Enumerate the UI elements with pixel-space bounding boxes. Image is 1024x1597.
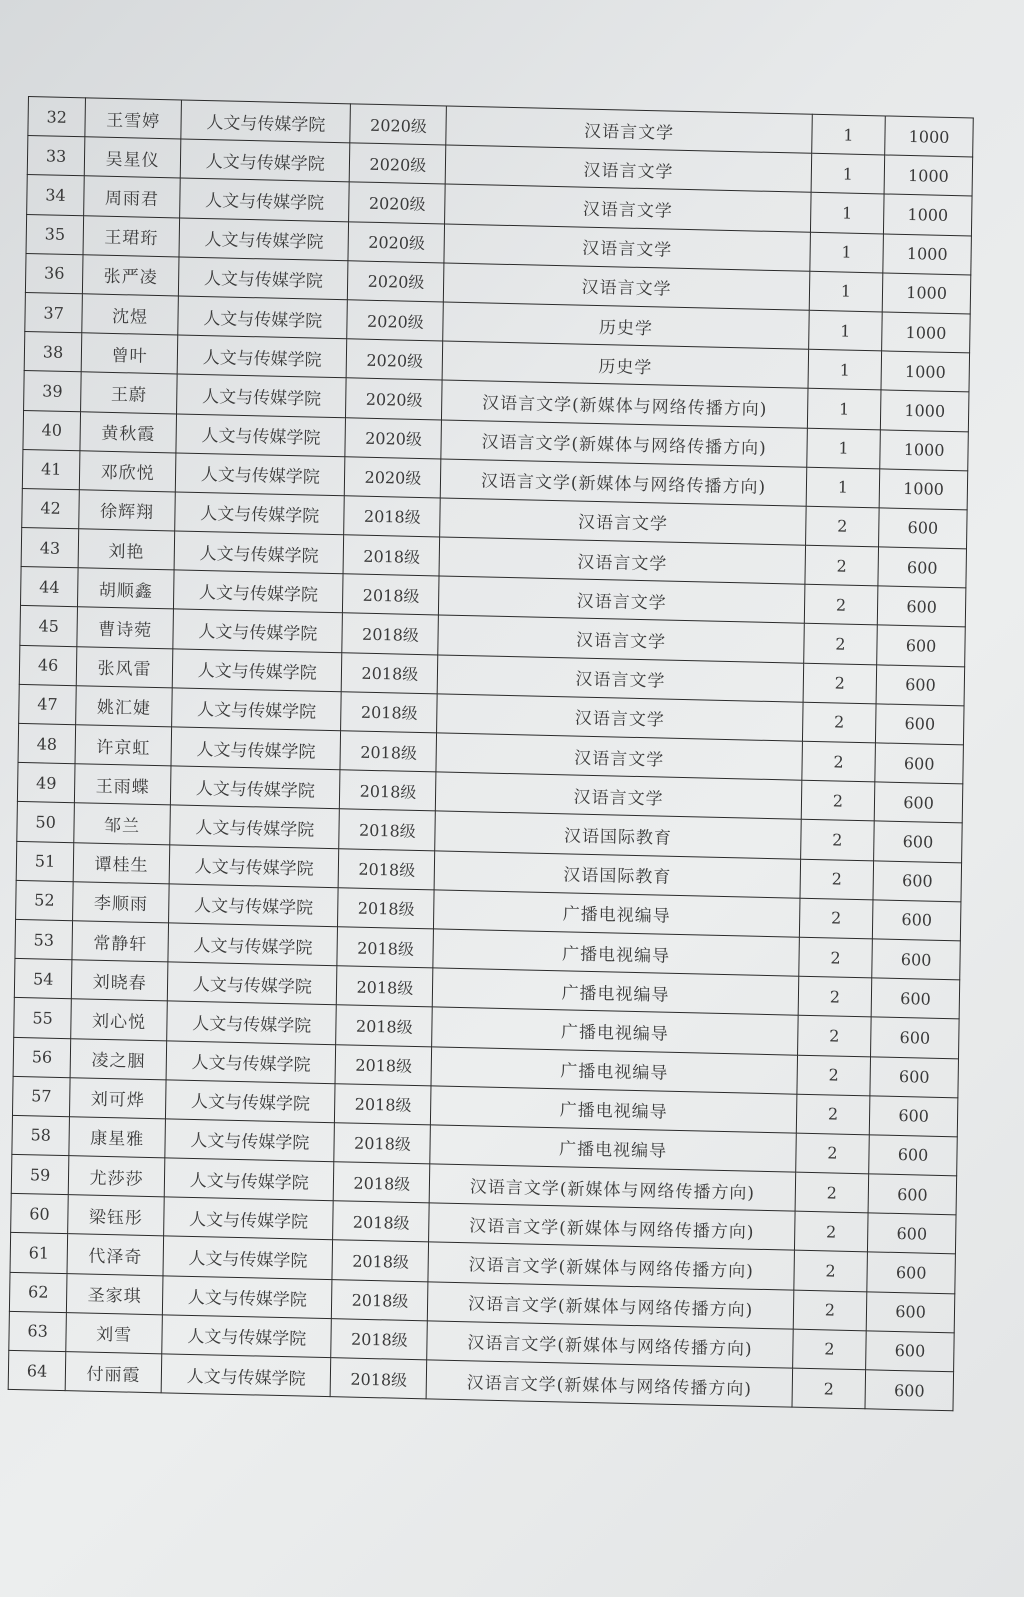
major-name-cell: 汉语言文学	[444, 224, 810, 271]
award-count-cell: 2	[795, 1133, 869, 1174]
award-amount-cell: 600	[869, 1096, 957, 1137]
major-name-cell: 汉语言文学(新媒体与网络传播方向)	[429, 1203, 795, 1250]
grade-year-cell: 2018级	[339, 809, 436, 850]
student-name-cell: 张严凌	[83, 255, 180, 296]
college-name-cell: 人文与传媒学院	[178, 296, 348, 339]
award-amount-cell: 1000	[884, 155, 972, 196]
student-name-cell: 徐辉翔	[79, 490, 176, 531]
grade-year-cell: 2018级	[335, 1083, 432, 1124]
award-count-cell: 1	[807, 389, 881, 430]
college-name-cell: 人文与传媒学院	[177, 335, 347, 378]
grade-year-cell: 2020级	[345, 417, 442, 458]
college-name-cell: 人文与传媒学院	[163, 1236, 333, 1279]
student-name-cell: 沈煜	[82, 294, 179, 335]
major-name-cell: 汉语言文学	[437, 694, 803, 741]
award-count-cell: 2	[797, 1055, 871, 1096]
grade-year-cell: 2020级	[345, 456, 442, 497]
student-name-cell: 尤莎莎	[68, 1156, 165, 1197]
award-amount-cell: 600	[868, 1174, 956, 1215]
grade-year-cell: 2018级	[337, 966, 434, 1007]
major-name-cell: 汉语言文学	[436, 772, 802, 819]
award-amount-cell: 1000	[884, 194, 972, 235]
major-name-cell: 广播电视编导	[433, 968, 799, 1015]
major-name-cell: 广播电视编导	[431, 1046, 797, 1093]
major-name-cell: 汉语言文学(新媒体与网络传播方向)	[428, 1242, 794, 1289]
grade-year-cell: 2020级	[350, 143, 447, 184]
award-amount-cell: 600	[873, 900, 961, 941]
major-name-cell: 汉语言文学	[440, 498, 806, 545]
major-name-cell: 汉语言文学	[444, 263, 810, 310]
award-count-cell: 1	[808, 349, 882, 390]
row-number-cell: 40	[23, 410, 81, 450]
row-number-cell: 33	[27, 136, 85, 176]
student-name-cell: 李顺雨	[73, 881, 170, 922]
student-name-cell: 王珺珩	[83, 215, 180, 256]
award-amount-cell: 600	[865, 1370, 953, 1411]
award-amount-cell: 600	[866, 1291, 954, 1332]
row-number-cell: 61	[10, 1233, 68, 1273]
award-amount-cell: 600	[878, 547, 966, 588]
college-name-cell: 人文与传媒学院	[164, 1197, 334, 1240]
grade-year-cell: 2018级	[332, 1240, 429, 1281]
major-name-cell: 历史学	[442, 341, 808, 388]
student-name-cell: 凌之胭	[70, 1038, 167, 1079]
grade-year-cell: 2018级	[334, 1162, 431, 1203]
college-name-cell: 人文与传媒学院	[162, 1315, 332, 1358]
major-name-cell: 广播电视编导	[434, 890, 800, 937]
row-number-cell: 39	[24, 371, 82, 411]
scholarship-roster-table	[8, 96, 974, 1411]
grade-year-cell: 2018级	[334, 1123, 431, 1164]
row-number-cell: 37	[25, 292, 83, 332]
major-name-cell: 汉语言文学	[446, 145, 812, 192]
college-name-cell: 人文与传媒学院	[166, 1080, 336, 1123]
award-amount-cell: 1000	[883, 234, 971, 275]
student-name-cell: 胡顺鑫	[78, 568, 175, 609]
major-name-cell: 汉语言文学(新媒体与网络传播方向)	[427, 1321, 793, 1368]
row-number-cell: 62	[9, 1272, 67, 1312]
award-count-cell: 1	[810, 232, 884, 273]
major-name-cell: 汉语言文学	[439, 537, 805, 584]
grade-year-cell: 2018级	[337, 927, 434, 968]
major-name-cell: 汉语国际教育	[435, 811, 801, 858]
award-count-cell: 2	[802, 741, 876, 782]
row-number-cell: 54	[14, 959, 72, 999]
award-amount-cell: 1000	[881, 351, 969, 392]
major-name-cell: 汉语国际教育	[434, 850, 800, 897]
college-name-cell: 人文与传媒学院	[173, 609, 343, 652]
student-name-cell: 梁钰彤	[68, 1195, 165, 1236]
student-name-cell: 刘可烨	[70, 1077, 167, 1118]
row-number-cell: 63	[9, 1311, 67, 1351]
award-count-cell: 2	[800, 820, 874, 861]
grade-year-cell: 2020级	[347, 300, 444, 341]
award-amount-cell: 600	[867, 1252, 955, 1293]
college-name-cell: 人文与传媒学院	[172, 649, 342, 692]
award-count-cell: 2	[794, 1251, 868, 1292]
college-name-cell: 人文与传媒学院	[164, 1158, 334, 1201]
college-name-cell: 人文与传媒学院	[175, 492, 345, 535]
student-name-cell: 谭桂生	[73, 842, 170, 883]
major-name-cell: 汉语言文学(新媒体与网络传播方向)	[441, 419, 807, 466]
row-number-cell: 58	[12, 1115, 70, 1155]
major-name-cell: 广播电视编导	[431, 1086, 797, 1133]
row-number-cell: 41	[22, 449, 80, 489]
award-amount-cell: 600	[873, 860, 961, 901]
student-name-cell: 刘心悦	[71, 999, 168, 1040]
award-count-cell: 1	[810, 193, 884, 234]
grade-year-cell: 2018级	[331, 1358, 428, 1399]
grade-year-cell: 2020级	[347, 339, 444, 380]
award-count-cell: 2	[805, 545, 879, 586]
college-name-cell: 人文与传媒学院	[167, 962, 337, 1005]
award-amount-cell: 600	[872, 939, 960, 980]
award-count-cell: 1	[811, 153, 885, 194]
college-name-cell: 人文与传媒学院	[171, 727, 341, 770]
row-number-cell: 53	[15, 919, 73, 959]
row-number-cell: 38	[24, 332, 82, 372]
row-number-cell: 59	[11, 1154, 69, 1194]
major-name-cell: 汉语言文学(新媒体与网络传播方向)	[441, 459, 807, 506]
award-count-cell: 2	[799, 898, 873, 939]
college-name-cell: 人文与传媒学院	[178, 257, 348, 300]
student-name-cell: 王蔚	[81, 372, 178, 413]
grade-year-cell: 2018级	[332, 1279, 429, 1320]
award-count-cell: 2	[798, 937, 872, 978]
award-amount-cell: 600	[871, 978, 959, 1019]
award-count-cell: 2	[800, 859, 874, 900]
award-amount-cell: 600	[879, 508, 967, 549]
award-count-cell: 1	[811, 114, 885, 155]
award-amount-cell: 600	[874, 821, 962, 862]
student-name-cell: 邹兰	[74, 803, 171, 844]
award-amount-cell: 1000	[882, 273, 970, 314]
grade-year-cell: 2018级	[342, 613, 439, 654]
award-count-cell: 2	[798, 976, 872, 1017]
student-name-cell: 邓欣悦	[79, 450, 176, 491]
grade-year-cell: 2020级	[349, 182, 446, 223]
award-amount-cell: 600	[877, 586, 965, 627]
college-name-cell: 人文与传媒学院	[180, 178, 350, 221]
roster-body	[8, 97, 973, 1411]
major-name-cell: 历史学	[443, 302, 809, 349]
award-amount-cell: 600	[875, 743, 963, 784]
award-amount-cell: 1000	[882, 312, 970, 353]
major-name-cell: 汉语言文学(新媒体与网络传播方向)	[430, 1164, 796, 1211]
row-number-cell: 45	[20, 606, 78, 646]
student-name-cell: 黄秋霞	[80, 411, 177, 452]
student-name-cell: 刘雪	[66, 1312, 163, 1353]
award-count-cell: 2	[793, 1290, 867, 1331]
student-name-cell: 曾叶	[81, 333, 178, 374]
award-count-cell: 1	[806, 428, 880, 469]
award-amount-cell: 1000	[880, 429, 968, 470]
major-name-cell: 广播电视编导	[433, 929, 799, 976]
major-name-cell: 广播电视编导	[430, 1125, 796, 1172]
award-count-cell: 2	[795, 1172, 869, 1213]
major-name-cell: 汉语言文学(新媒体与网络传播方向)	[426, 1360, 792, 1407]
award-amount-cell: 600	[869, 1135, 957, 1176]
award-count-cell: 1	[808, 310, 882, 351]
student-name-cell: 刘晓春	[71, 960, 168, 1001]
student-name-cell: 张风雷	[76, 646, 173, 687]
grade-year-cell: 2018级	[341, 692, 438, 733]
grade-year-cell: 2018级	[333, 1201, 430, 1242]
grade-year-cell: 2020级	[348, 221, 445, 262]
student-name-cell: 曹诗菀	[77, 607, 174, 648]
row-number-cell: 49	[17, 763, 75, 803]
college-name-cell: 人文与传媒学院	[176, 413, 346, 456]
grade-year-cell: 2018级	[343, 574, 440, 615]
row-number-cell: 42	[22, 488, 80, 528]
award-count-cell: 2	[792, 1329, 866, 1370]
major-name-cell: 广播电视编导	[432, 1007, 798, 1054]
award-count-cell: 2	[794, 1211, 868, 1252]
row-number-cell: 64	[8, 1350, 66, 1390]
student-name-cell: 吴星仪	[84, 137, 181, 178]
award-count-cell: 2	[804, 584, 878, 625]
student-name-cell: 刘艳	[78, 529, 175, 570]
college-name-cell: 人文与传媒学院	[167, 1001, 337, 1044]
award-amount-cell: 600	[866, 1331, 954, 1372]
grade-year-cell: 2018级	[343, 535, 440, 576]
college-name-cell: 人文与传媒学院	[172, 688, 342, 731]
row-number-cell: 44	[20, 567, 78, 607]
student-name-cell: 王雪婷	[85, 98, 182, 139]
award-amount-cell: 600	[868, 1213, 956, 1254]
row-number-cell: 43	[21, 528, 79, 568]
major-name-cell: 汉语言文学(新媒体与网络传播方向)	[428, 1281, 794, 1328]
grade-year-cell: 2018级	[336, 1005, 433, 1046]
college-name-cell: 人文与传媒学院	[169, 844, 339, 887]
row-number-cell: 34	[27, 175, 85, 215]
major-name-cell: 汉语言文学(新媒体与网络传播方向)	[442, 380, 808, 427]
award-amount-cell: 600	[877, 625, 965, 666]
college-name-cell: 人文与传媒学院	[180, 139, 350, 182]
award-amount-cell: 600	[870, 1056, 958, 1097]
grade-year-cell: 2020级	[350, 104, 447, 145]
student-name-cell: 圣家琪	[67, 1273, 164, 1314]
major-name-cell: 汉语言文学	[438, 615, 804, 662]
award-count-cell: 2	[797, 1015, 871, 1056]
award-amount-cell: 1000	[881, 390, 969, 431]
college-name-cell: 人文与传媒学院	[174, 570, 344, 613]
roster-table-wrapper	[8, 96, 988, 1412]
grade-year-cell: 2020级	[346, 378, 443, 419]
award-amount-cell: 1000	[885, 116, 973, 157]
student-name-cell: 姚汇婕	[76, 686, 173, 727]
student-name-cell: 王雨蝶	[75, 764, 172, 805]
college-name-cell: 人文与传媒学院	[166, 1040, 336, 1083]
grade-year-cell: 2018级	[339, 848, 436, 889]
row-number-cell: 47	[19, 684, 77, 724]
college-name-cell: 人文与传媒学院	[169, 884, 339, 927]
row-number-cell: 60	[11, 1194, 69, 1234]
student-name-cell: 付丽霞	[65, 1352, 162, 1393]
award-count-cell: 2	[802, 702, 876, 743]
college-name-cell: 人文与传媒学院	[165, 1119, 335, 1162]
row-number-cell: 55	[14, 998, 72, 1038]
row-number-cell: 48	[18, 723, 76, 763]
row-number-cell: 52	[16, 880, 74, 920]
student-name-cell: 许京虹	[75, 725, 172, 766]
college-name-cell: 人文与传媒学院	[162, 1275, 332, 1318]
college-name-cell: 人文与传媒学院	[168, 923, 338, 966]
major-name-cell: 汉语言文学	[438, 655, 804, 702]
student-name-cell: 康星雅	[69, 1117, 166, 1158]
college-name-cell: 人文与传媒学院	[179, 218, 349, 261]
row-number-cell: 51	[16, 841, 74, 881]
major-name-cell: 汉语言文学	[439, 576, 805, 623]
row-number-cell: 57	[12, 1076, 70, 1116]
row-number-cell: 36	[25, 253, 83, 293]
row-number-cell: 46	[19, 645, 77, 685]
award-count-cell: 2	[805, 506, 879, 547]
major-name-cell: 汉语言文学	[445, 184, 811, 231]
award-count-cell: 1	[806, 467, 880, 508]
college-name-cell: 人文与传媒学院	[177, 374, 347, 417]
college-name-cell: 人文与传媒学院	[170, 766, 340, 809]
award-count-cell: 2	[792, 1368, 866, 1409]
award-amount-cell: 1000	[879, 469, 967, 510]
major-name-cell: 汉语言文学	[436, 733, 802, 780]
row-number-cell: 35	[26, 214, 84, 254]
award-amount-cell: 600	[871, 1017, 959, 1058]
grade-year-cell: 2020级	[348, 261, 445, 302]
award-amount-cell: 600	[876, 704, 964, 745]
major-name-cell: 汉语言文学	[446, 106, 812, 153]
award-count-cell: 2	[801, 780, 875, 821]
row-number-cell: 56	[13, 1037, 71, 1077]
college-name-cell: 人文与传媒学院	[170, 805, 340, 848]
student-name-cell: 常静轩	[72, 921, 169, 962]
grade-year-cell: 2018级	[340, 731, 437, 772]
student-name-cell: 代泽奇	[67, 1234, 164, 1275]
award-count-cell: 1	[809, 271, 883, 312]
student-name-cell: 周雨君	[84, 176, 181, 217]
grade-year-cell: 2018级	[335, 1044, 432, 1085]
award-amount-cell: 600	[874, 782, 962, 823]
award-count-cell: 2	[803, 663, 877, 704]
grade-year-cell: 2018级	[340, 770, 437, 811]
award-count-cell: 2	[803, 624, 877, 665]
grade-year-cell: 2018级	[331, 1318, 428, 1359]
award-count-cell: 2	[796, 1094, 870, 1135]
college-name-cell: 人文与传媒学院	[181, 100, 351, 143]
row-number-cell: 32	[28, 97, 86, 137]
row-number-cell: 50	[17, 802, 75, 842]
award-amount-cell: 600	[876, 665, 964, 706]
grade-year-cell: 2018级	[342, 652, 439, 693]
college-name-cell: 人文与传媒学院	[174, 531, 344, 574]
college-name-cell: 人文与传媒学院	[161, 1354, 331, 1397]
college-name-cell: 人文与传媒学院	[175, 453, 345, 496]
grade-year-cell: 2018级	[344, 496, 441, 537]
grade-year-cell: 2018级	[338, 887, 435, 928]
